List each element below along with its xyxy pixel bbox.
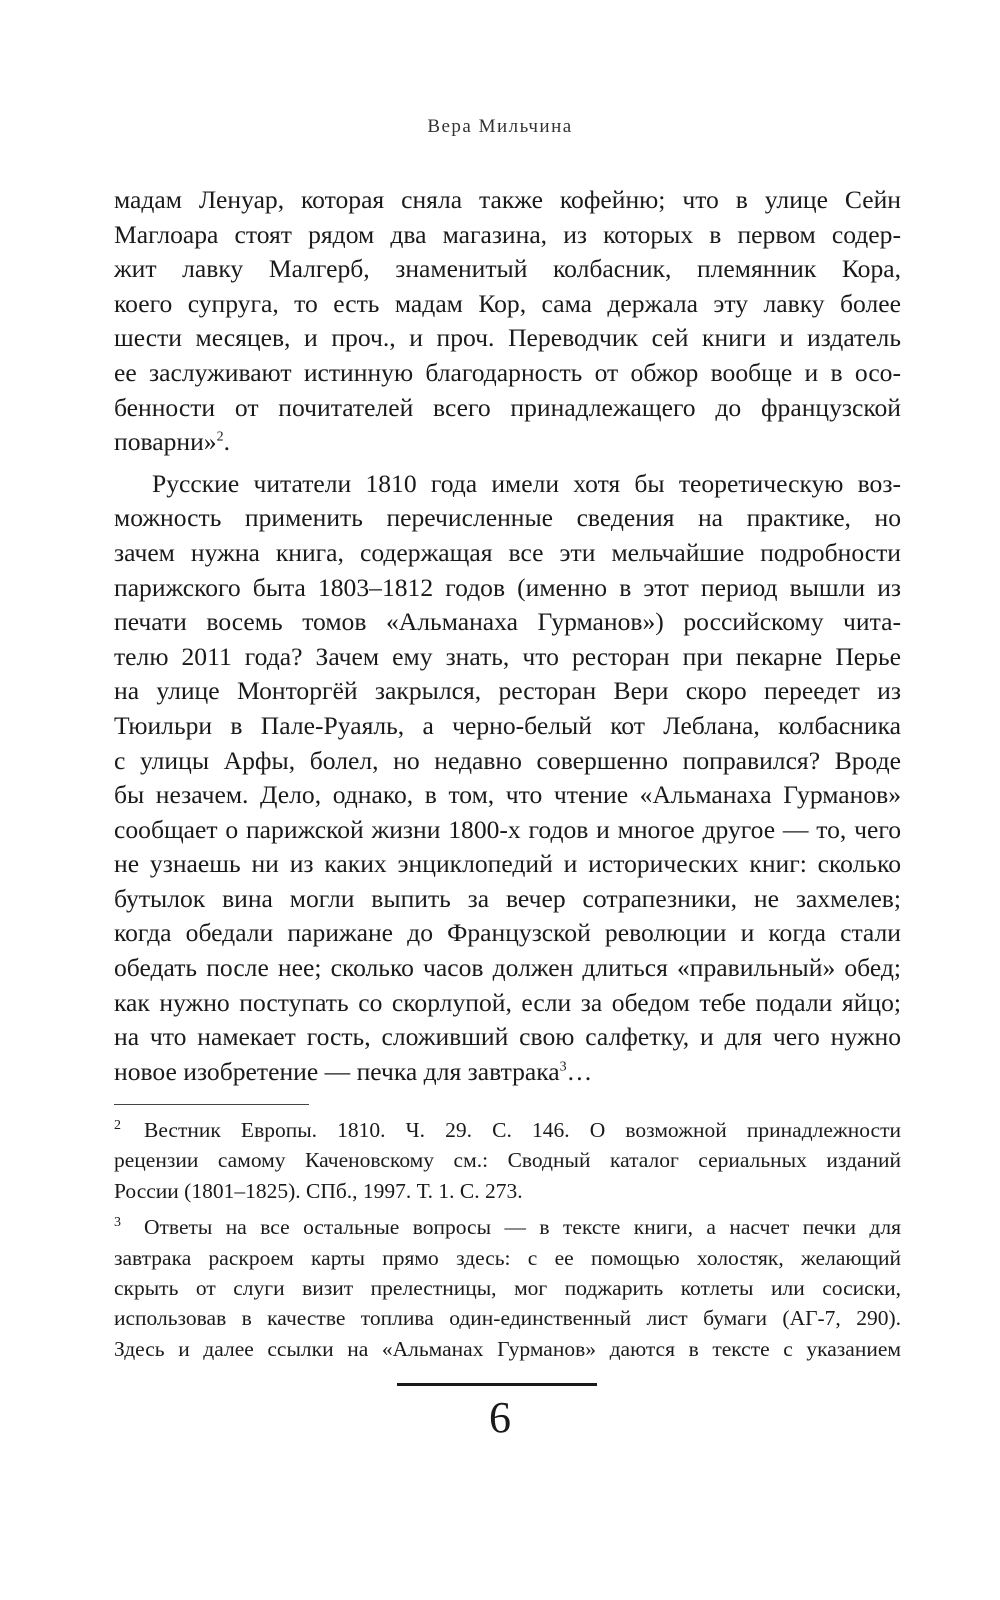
- footnote-line: [114, 1212, 901, 1242]
- footnote-line: использовав в качестве топлива один-единственный лист бумаги (АГ-7, 290).: [114, 1306, 901, 1331]
- text-line: можность применить перечисленные сведения на практике, но: [114, 503, 901, 533]
- text-line: мадам Ленуар, которая сняла также кофейню; что в улице Сейн: [114, 185, 901, 214]
- footnote-line: [114, 1115, 901, 1145]
- footnotes: [114, 1115, 901, 1370]
- text-line: ее заслуживают истинную благодарность от обжор вообще и в осо-: [114, 357, 901, 387]
- text-line: шести месяцев, и проч., и проч. Переводчик сей книги и издатель: [114, 323, 901, 353]
- text-line: жит лавку Малгерб, знаменитый колбасник, племянник Кора,: [114, 254, 901, 284]
- text-line: бутылок вина могли выпить за вечер сотрапезники, не захмелев;: [114, 883, 901, 913]
- main-text: [114, 183, 901, 1089]
- footnote-line: рецензии самому Каченовскому см.: Сводный каталог сериальных изданий: [114, 1148, 901, 1173]
- text-line: Маглоара стоят рядом два магазина, из которых в первом содер-: [114, 219, 901, 249]
- text-line: зачем нужна книга, содержащая все эти мельчайшие подробности: [114, 537, 901, 567]
- text-fragment: .: [223, 427, 230, 457]
- text-fragment: поварни»: [114, 427, 217, 457]
- footnote-line: России (1801–1825). СПб., 1997. Т. 1. С. 273.: [114, 1178, 523, 1203]
- footnote-ref[interactable]: 2: [216, 429, 224, 445]
- footnote-line: завтрака раскроем карты прямо здесь: с ее помощью холостяк, желающий: [114, 1245, 901, 1270]
- footnote-line: скрыть от слуги визит прелестницы, мог поджарить котлеты или сосиски,: [114, 1276, 901, 1301]
- footnote-number: 2: [114, 1118, 121, 1133]
- text-fragment: новое изобретение — печка для завтрака: [114, 1056, 560, 1086]
- text-line: Тюильри в Пале-Руаяль, а черно-белый кот Леблана, колбасника: [114, 710, 901, 740]
- paragraph-1: [114, 183, 901, 460]
- page-number: 6: [489, 1393, 511, 1442]
- running-head: Вера Мильчина: [427, 116, 573, 137]
- text-line: как нужно поступать со скорлупой, если за обедом тебе подали яйцо;: [114, 987, 901, 1017]
- text-line: Русские читатели 1810 года имели хотя бы теоретическую воз-: [152, 468, 901, 498]
- text-line: [114, 425, 901, 460]
- text-line: парижского быта 1803–1812 годов (именно в этот период вышли из: [114, 572, 901, 602]
- text-line: обедать после нее; сколько часов должен длиться «правильный» обед;: [114, 953, 901, 983]
- text-line: бенности от почитателей всего принадлежащего до французской: [114, 392, 901, 422]
- footnote: [114, 1115, 901, 1206]
- text-line: с улицы Арфы, болел, но недавно совершенно поправился? Вроде: [114, 745, 901, 775]
- footnote-separator: [114, 1104, 309, 1105]
- text-line: [114, 1055, 901, 1090]
- paragraph-2: [114, 467, 901, 1090]
- text-line: телю 2011 года? Зачем ему знать, что ресторан при пекарне Перье: [114, 641, 901, 671]
- text-fragment: Вестник Европы. 1810. Ч. 29. С. 146. О возможной принадлежности: [144, 1118, 901, 1142]
- footnote: [114, 1212, 901, 1364]
- text-line: печати восемь томов «Альманаха Гурманов») российскому чита-: [114, 607, 901, 637]
- text-line: коего супруга, то есть мадам Кор, сама держала эту лавку более: [114, 288, 901, 318]
- page-number-rule: [397, 1383, 597, 1386]
- text-line: бы незачем. Дело, однако, в том, что чтение «Альманаха Гурманов»: [114, 780, 901, 810]
- text-line: сообщает о парижской жизни 1800-х годов и многое другое — то, чего: [114, 814, 901, 844]
- text-line: не узнаешь ни из каких энциклопедий и исторических книг: сколько: [114, 849, 901, 879]
- text-line: на улице Монторгёй закрылся, ресторан Вери скоро переедет из: [114, 676, 901, 706]
- text-fragment: Ответы на все остальные вопросы — в тексте книги, а насчет печки для: [144, 1215, 901, 1240]
- footnote-line: Здесь и далее ссылки на «Альманах Гурманов» даются в тексте с указанием: [114, 1336, 901, 1361]
- text-line: на что намекает гость, сложивший свою салфетку, и для чего нужно: [114, 1022, 901, 1052]
- text-line: когда обедали парижане до Французской революции и когда стали: [114, 918, 901, 948]
- text-fragment: …: [566, 1056, 593, 1086]
- footnote-number: 3: [114, 1215, 121, 1231]
- footnote-ref[interactable]: 3: [559, 1059, 567, 1075]
